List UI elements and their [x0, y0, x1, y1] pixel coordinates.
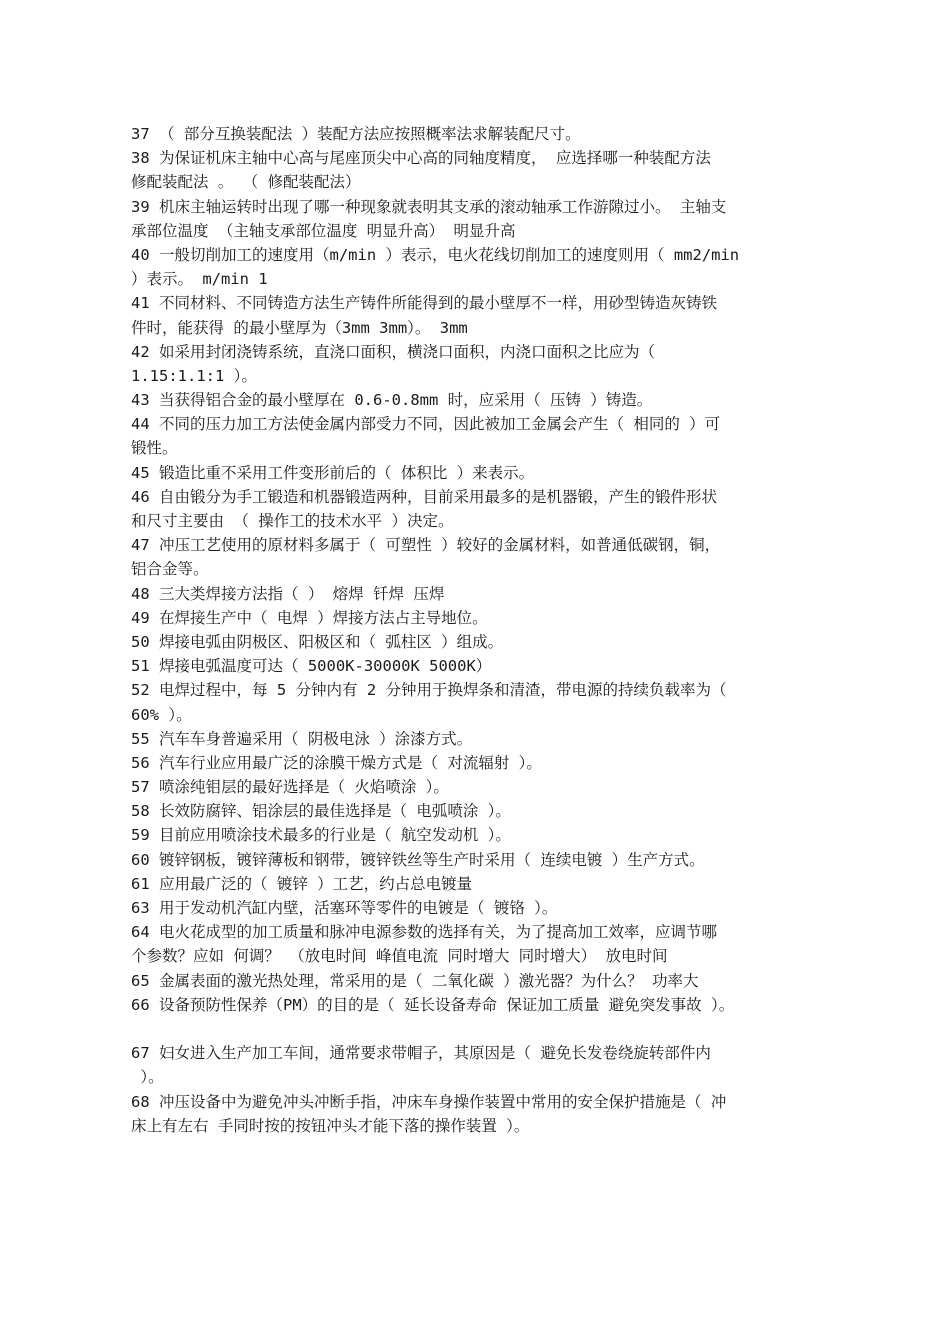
text-line: 46 自由锻分为手工锻造和机器锻造两种，目前采用最多的是机器锻，产生的锻件形状	[131, 487, 717, 506]
text-line: 42 如采用封闭浇铸系统，直浇口面积，横浇口面积，内浇口面积之比应为（	[131, 342, 655, 361]
text-line: 52 电焊过程中，每 5 分钟内有 2 分钟用于换焊条和清渣，带电源的持续负载率为（	[131, 681, 727, 700]
text-line: 68 冲压设备中为避免冲头冲断手指，冲床车身操作装置中常用的安全保护措施是（ 冲	[131, 1092, 727, 1111]
text-line: 铝合金等。	[131, 560, 209, 579]
text-line: 59 目前应用喷涂技术最多的行业是（ 航空发动机 ）。	[131, 826, 511, 845]
text-line: 1.15:1.1:1 ）。	[131, 366, 257, 385]
text-line: 个参数？应如 何调？ （放电时间 峰值电流 同时增大 同时增大） 放电时间	[131, 947, 668, 966]
text-line: 和尺寸主要由 （ 操作工的技术水平 ）决定。	[131, 512, 454, 530]
document-page	[131, 122, 871, 1138]
text-line: 49 在焊接生产中（ 电焊 ）焊接方法占主导地位。	[131, 608, 488, 627]
text-line: 44 不同的压力加工方法使金属内部受力不同，因此被加工金属会产生（ 相同的 ）可	[131, 415, 721, 434]
text-line: ）。	[131, 1068, 164, 1087]
text-line: 48 三大类焊接方法指（ ） 熔焊 钎焊 压焊	[131, 584, 445, 603]
text-line: 65 金属表面的激光热处理，常采用的是（ 二氧化碳 ）激光器？为什么？ 功率大	[131, 971, 699, 990]
text-line: 60% ）。	[131, 705, 192, 724]
text-line: 60 镀锌钢板，镀锌薄板和钢带，镀锌铁丝等生产时采用（ 连续电镀 ）生产方式。	[131, 850, 705, 869]
text-line: 承部位温度 （主轴支承部位温度 明显升高） 明显升高	[131, 221, 516, 240]
text-line: 修配装配法 。 （ 修配装配法）	[131, 173, 361, 192]
text-line: 40 一般切削加工的速度用（m/min ）表示，电火花线切削加工的速度则用（ mm2/min	[131, 245, 740, 264]
text-line: 45 锻造比重不采用工件变形前后的（ 体积比 ）来表示。	[131, 463, 535, 482]
text-line: 43 当获得铝合金的最小壁厚在 0.6-0.8mm 时，应采用（ 压铸 ）铸造。	[131, 391, 653, 410]
text-line: 38 为保证机床主轴中心高与尾座顶尖中心高的同轴度精度， 应选择哪一种装配方法	[131, 149, 711, 168]
text-line: 50 焊接电弧由阴极区、阳极区和（ 弧柱区 ）组成。	[131, 632, 504, 651]
text-line: 64 电火花成型的加工质量和脉冲电源参数的选择有关，为了提高加工效率，应调节哪	[131, 923, 717, 942]
text-line	[131, 1017, 871, 1041]
text-line: 41 不同材料、不同铸造方法生产铸件所能得到的最小壁厚不一样，用砂型铸造灰铸铁	[131, 294, 717, 313]
text-line: 56 汽车行业应用最广泛的涂膜干燥方式是（ 对流辐射 ）。	[131, 753, 542, 772]
text-line: 锻性。	[131, 439, 178, 458]
text-line: 39 机床主轴运转时出现了哪一种现象就表明其支承的滚动轴承工作游隙过小。 主轴支	[131, 197, 727, 216]
text-line: 57 喷涂纯钼层的最好选择是（ 火焰喷涂 ）。	[131, 778, 449, 797]
text-line: 37 （ 部分互换装配法 ）装配方法应按照概率法求解装配尺寸。	[131, 125, 581, 143]
text-line: 55 汽车车身普遍采用（ 阴极电泳 ）涂漆方式。	[131, 729, 473, 748]
text-line: 61 应用最广泛的（ 镀锌 ）工艺，约占总电镀量	[131, 874, 473, 893]
text-line: 床上有左右 手同时按的按钮冲头才能下落的操作装置 ）。	[131, 1116, 530, 1135]
text-line: 67 妇女进入生产加工车间，通常要求带帽子，其原因是（ 避免长发卷绕旋转部件内	[131, 1044, 711, 1063]
text-line: 件时，能获得 的最小壁厚为（3mm 3mm）。 3mm	[131, 318, 468, 337]
text-line: ）表示。 m/min 1	[131, 270, 268, 289]
text-line: 47 冲压工艺使用的原材料多属于（ 可塑性 ）较好的金属材料，如普通低碳钢，铜，	[131, 536, 721, 555]
text-line: 63 用于发动机汽缸内壁，活塞环等零件的电镀是（ 镀铬 ）。	[131, 899, 558, 917]
text-line: 66 设备预防性保养（PM）的目的是（ 延长设备寿命 保证加工质量 避免突发事故 ）。	[131, 995, 735, 1014]
text-line: 51 焊接电弧温度可达（ 5000K-30000K 5000K）	[131, 657, 492, 676]
text-line: 58 长效防腐锌、铝涂层的最佳选择是（ 电弧喷涂 ）。	[131, 802, 511, 821]
